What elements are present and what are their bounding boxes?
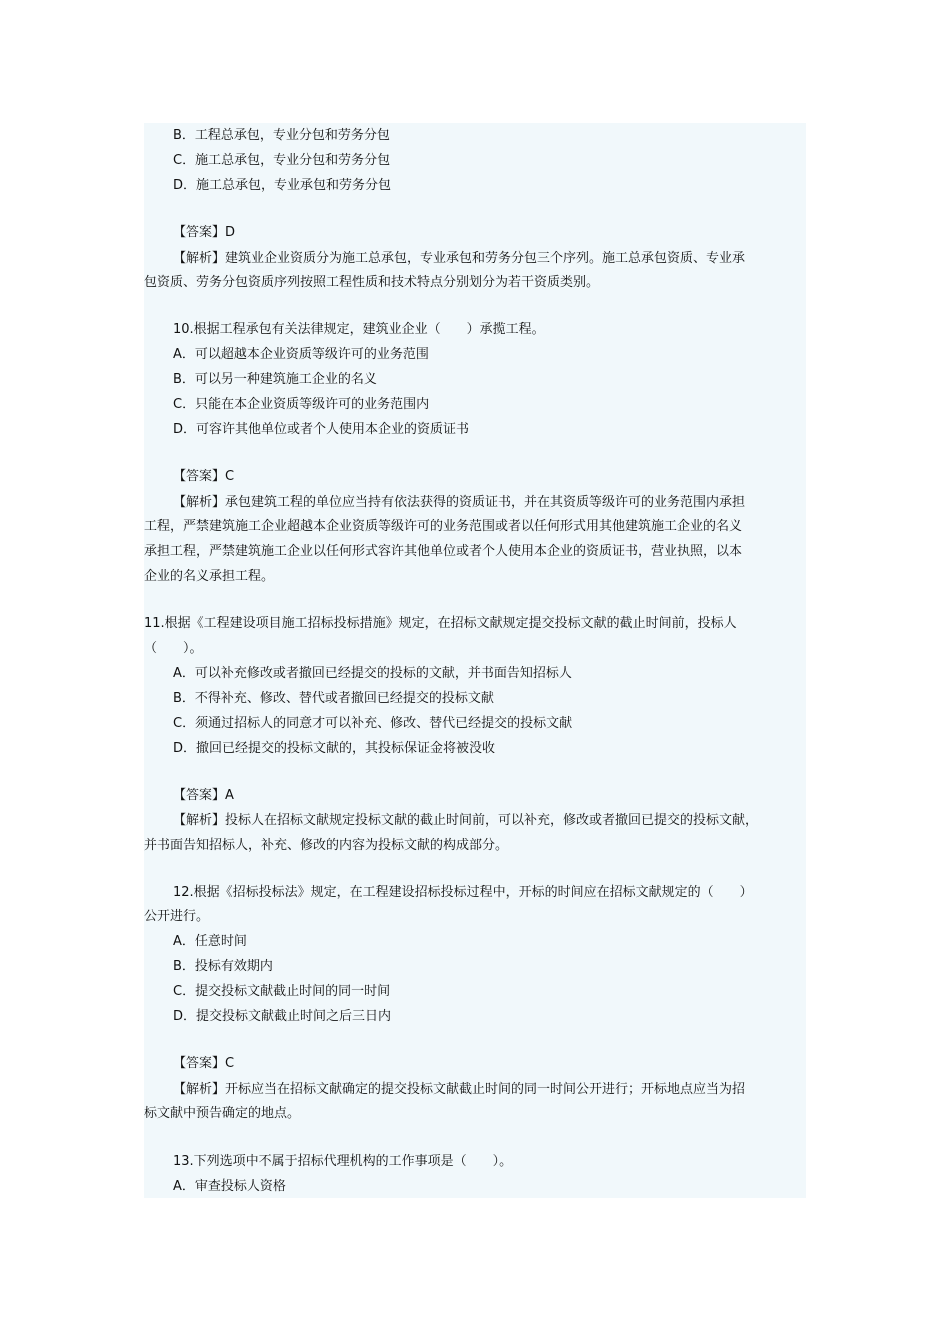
question-stem: （ ）。 xyxy=(144,641,203,656)
analysis-line: 【解析】承包建筑工程的单位应当持有依法获得的资质证书，并在其资质等级许可的业务范围内承担 xyxy=(173,495,746,510)
answer-line: 【答案】C xyxy=(173,1056,235,1071)
analysis-line: 并书面告知招标人，补充、修改的内容为投标文献的构成部分。 xyxy=(144,838,509,853)
option-line: D．提交投标文献截止时间之后三日内 xyxy=(173,1009,392,1024)
question-stem: 10.根据工程承包有关法律规定，建筑业企业（ ）承揽工程。 xyxy=(173,322,545,337)
analysis-line: 承担工程，严禁建筑施工企业以任何形式容许其他单位或者个人使用本企业的资质证书，营业执照，以本 xyxy=(144,544,743,559)
answer-line: 【答案】C xyxy=(173,469,235,484)
option-line: A．可以超越本企业资质等级许可的业务范围 xyxy=(173,347,429,362)
answer-line: 【答案】D xyxy=(173,225,236,240)
option-line: B．工程总承包，专业分包和劳务分包 xyxy=(173,128,390,143)
option-line: C．施工总承包，专业分包和劳务分包 xyxy=(173,153,391,168)
option-line: C．须通过招标人的同意才可以补充、修改、替代已经提交的投标文献 xyxy=(173,716,573,731)
answer-line: 【答案】A xyxy=(173,788,234,803)
option-line: C．提交投标文献截止时间的同一时间 xyxy=(173,984,391,999)
option-line: A．任意时间 xyxy=(173,934,247,949)
option-line: A．审查投标人资格 xyxy=(173,1179,286,1194)
option-line: B．不得补充、修改、替代或者撤回已经提交的投标文献 xyxy=(173,691,494,706)
option-line: B．可以另一种建筑施工企业的名义 xyxy=(173,372,377,387)
analysis-line: 【解析】开标应当在招标文献确定的提交投标文献截止时间的同一时间公开进行；开标地点应当为招 xyxy=(173,1082,746,1097)
analysis-line: 【解析】建筑业企业资质分为施工总承包，专业承包和劳务分包三个序列。施工总承包资质、专业承 xyxy=(173,251,746,266)
option-line: B．投标有效期内 xyxy=(173,959,273,974)
option-line: C．只能在本企业资质等级许可的业务范围内 xyxy=(173,397,430,412)
option-line: A．可以补充修改或者撤回已经提交的投标的文献，并书面告知招标人 xyxy=(173,666,572,681)
option-line: D．可容许其他单位或者个人使用本企业的资质证书 xyxy=(173,422,470,437)
option-line: D．撤回已经提交的投标文献的，其投标保证金将被没收 xyxy=(173,741,496,756)
question-stem: 13.下列选项中不属于招标代理机构的工作事项是（ ）。 xyxy=(173,1154,513,1169)
analysis-line: 包资质、劳务分包资质序列按照工程性质和技术特点分别划分为若干资质类别。 xyxy=(144,275,600,290)
question-stem: 公开进行。 xyxy=(144,909,210,924)
question-stem: 12.根据《招标投标法》规定，在工程建设招标投标过程中，开标的时间应在招标文献规定的（ ） xyxy=(173,885,753,900)
analysis-line: 工程，严禁建筑施工企业超越本企业资质等级许可的业务范围或者以任何形式用其他建筑施工企业的名义 xyxy=(144,519,743,534)
question-stem: 11.根据《工程建设项目施工招标投标措施》规定，在招标文献规定提交投标文献的截止时间前，投标人 xyxy=(144,616,737,631)
analysis-line: 企业的名义承担工程。 xyxy=(144,569,275,584)
option-line: D．施工总承包，专业承包和劳务分包 xyxy=(173,178,392,193)
analysis-line: 标文献中预告确定的地点。 xyxy=(144,1106,301,1121)
analysis-line: 【解析】投标人在招标文献规定投标文献的截止时间前，可以补充，修改或者撤回已提交的投标文献， xyxy=(173,813,759,828)
